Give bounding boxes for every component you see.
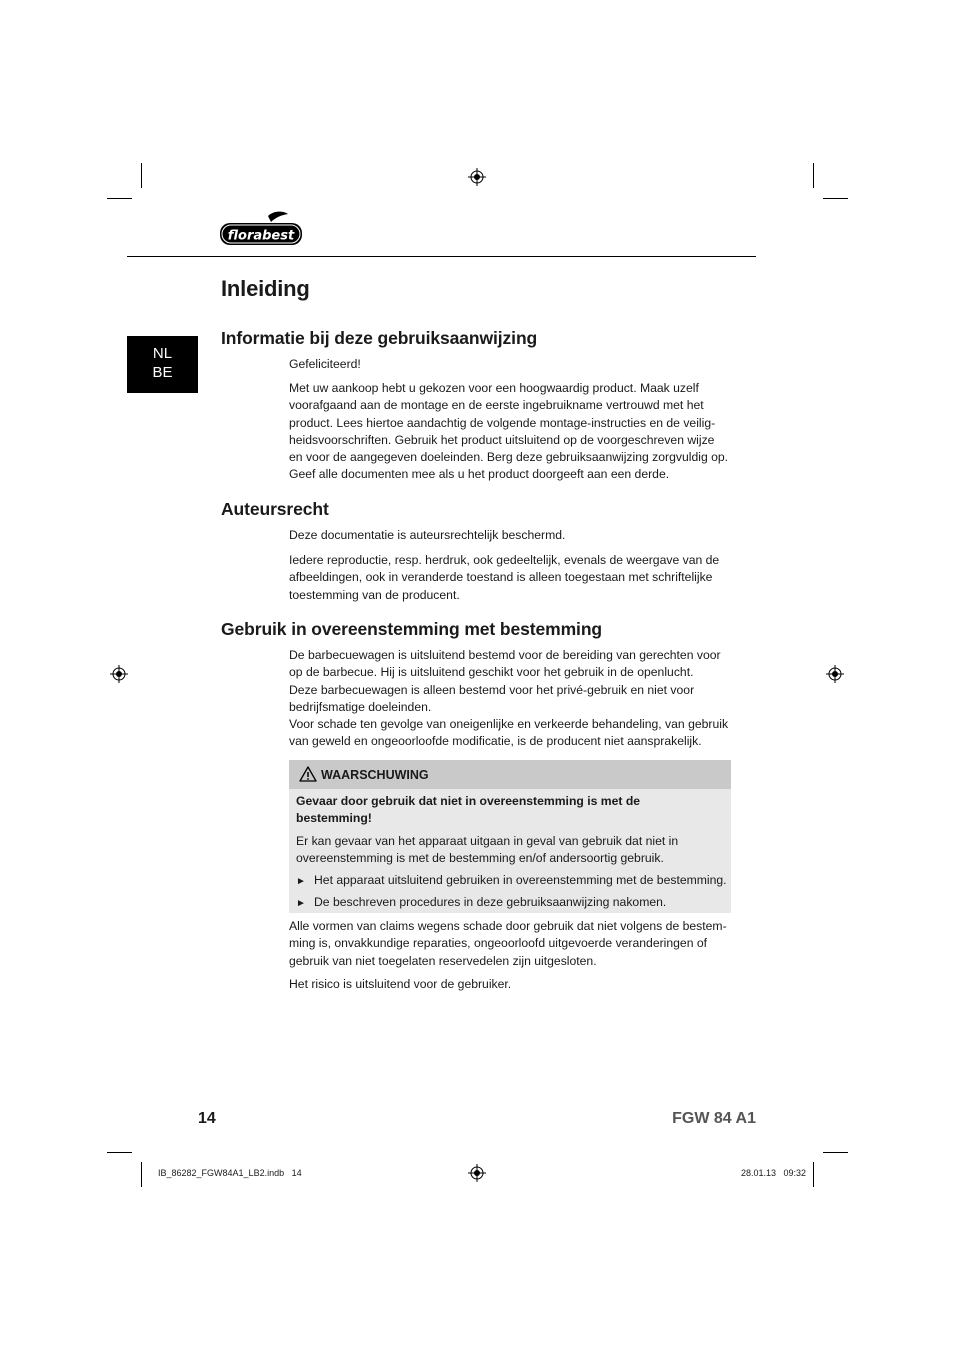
page-number: 14 — [198, 1110, 216, 1127]
language-tab — [127, 336, 198, 393]
section-heading-copyright: Auteursrecht — [221, 499, 329, 519]
paragraph — [289, 552, 735, 604]
text-line: Iedere reproductie, resp. herdruk, ook gedeeltelijk, evenals de weergave van de — [289, 553, 720, 567]
text-line: afbeeldingen, ook in veranderde toestand is alleen toegestaan met schriftelijke — [289, 570, 713, 585]
paragraph: Gefeliciteerd! — [289, 357, 361, 371]
section-heading-info: Informatie bij deze gebruiksaanwijzing — [221, 328, 538, 348]
text-line: product. Lees hiertoe aandachtig de volgende montage-instructies en de veilig- — [289, 415, 716, 430]
crop-mark — [823, 198, 848, 199]
text-line: voorafgaand aan de montage en de eerste ingebruikname vertrouwd met het — [289, 398, 704, 413]
florabest-logo — [218, 210, 304, 248]
crop-mark — [141, 163, 142, 188]
language-nl: NL — [152, 345, 173, 362]
warning-triangle-icon — [299, 766, 317, 782]
warning-bullet — [296, 894, 666, 912]
text-line: op de barbecue. Hij is uitsluitend geschikt voor het gebruik in de openlucht. — [289, 665, 694, 680]
paragraph — [289, 380, 735, 484]
page-title: Inleiding — [221, 276, 310, 301]
crop-mark — [813, 163, 814, 188]
text-line: ming is, onvakkundige reparaties, ongeoorloofd uitgevoerde veranderingen of — [289, 936, 708, 951]
paragraph — [289, 647, 735, 751]
crop-mark — [813, 1162, 814, 1187]
text-line: heidsvoorschriften. Gebruik het product uitsluitend op de voorgeschreven wijze — [289, 432, 715, 447]
warning-bullet — [296, 872, 727, 890]
text-line: bestemming! — [296, 811, 372, 826]
text-line: toestemming van de producent. — [289, 587, 460, 602]
print-file-info: IB_86282_FGW84A1_LB2.indb 14 — [158, 1168, 302, 1178]
paragraph: Deze documentatie is auteursrechtelijk beschermd. — [289, 528, 566, 542]
warning-bold-text — [296, 793, 726, 828]
text-line: Er kan gevaar van het apparaat uitgaan in geval van gebruik dat niet in — [296, 834, 679, 848]
registration-mark-icon — [468, 1164, 486, 1182]
logo-text: florabest — [227, 228, 295, 244]
warning-title: WAARSCHUWING — [321, 768, 429, 782]
text-line: Gevaar door gebruik dat niet in overeenstemming is met de — [296, 794, 641, 808]
registration-mark-icon — [468, 168, 486, 186]
warning-box — [289, 760, 731, 913]
paragraph: Het risico is uitsluitend voor de gebruiker. — [289, 977, 512, 991]
text-line: Voor schade ten gevolge van oneigenlijke en verkeerde behandeling, van gebruik — [289, 717, 729, 732]
text-line: Deze barbecuewagen is alleen bestemd voor het privé-gebruik en niet voor — [289, 682, 695, 697]
text-line: en voor de aangegeven doeleinden. Berg deze gebruiksaanwijzing zorgvuldig op. — [289, 450, 729, 465]
crop-mark — [107, 198, 132, 199]
text-line: gebruik van niet toegelaten reservedelen zijn uitgesloten. — [289, 953, 597, 968]
language-be: BE — [152, 364, 173, 381]
text-line: van geweld en ongeoorloofde modificatie, is de producent niet aansprakelijk. — [289, 734, 702, 749]
registration-mark-icon — [826, 665, 844, 683]
section-heading-usage: Gebruik in overeenstemming met bestemming — [221, 619, 603, 639]
text-line: Met uw aankoop hebt u gekozen voor een hoogwaardig product. Maak uzelf — [289, 381, 699, 395]
print-date-info: 28.01.13 09:32 — [740, 1168, 806, 1178]
text-line: De barbecuewagen is uitsluitend bestemd voor de bereiding van gerechten voor — [289, 648, 721, 662]
header-rule — [127, 256, 756, 257]
text-line: bedrijfsmatige doeleinden. — [289, 699, 432, 714]
crop-mark — [141, 1162, 142, 1187]
warning-header — [289, 760, 731, 789]
bullet-arrow-icon: ► — [296, 898, 306, 909]
model-number: FGW 84 A1 — [672, 1110, 756, 1127]
text-line: Alle vormen van claims wegens schade door gebruik dat niet volgens de bestem- — [289, 919, 727, 933]
bullet-text: Het apparaat uitsluitend gebruiken in overeenstemming met de bestemming. — [314, 873, 727, 887]
paragraph — [289, 918, 735, 970]
bullet-text: De beschreven procedures in deze gebruiksaanwijzing nakomen. — [314, 895, 667, 909]
text-line: Geef alle documenten mee als u het product doorgeeft aan een derde. — [289, 467, 670, 482]
crop-mark — [107, 1152, 132, 1153]
registration-mark-icon — [110, 665, 128, 683]
text-line: overeenstemming is met de bestemming en/of andersoortig gebruik. — [296, 851, 664, 866]
bullet-arrow-icon: ► — [296, 876, 306, 887]
crop-mark — [823, 1152, 848, 1153]
warning-text — [296, 833, 726, 868]
